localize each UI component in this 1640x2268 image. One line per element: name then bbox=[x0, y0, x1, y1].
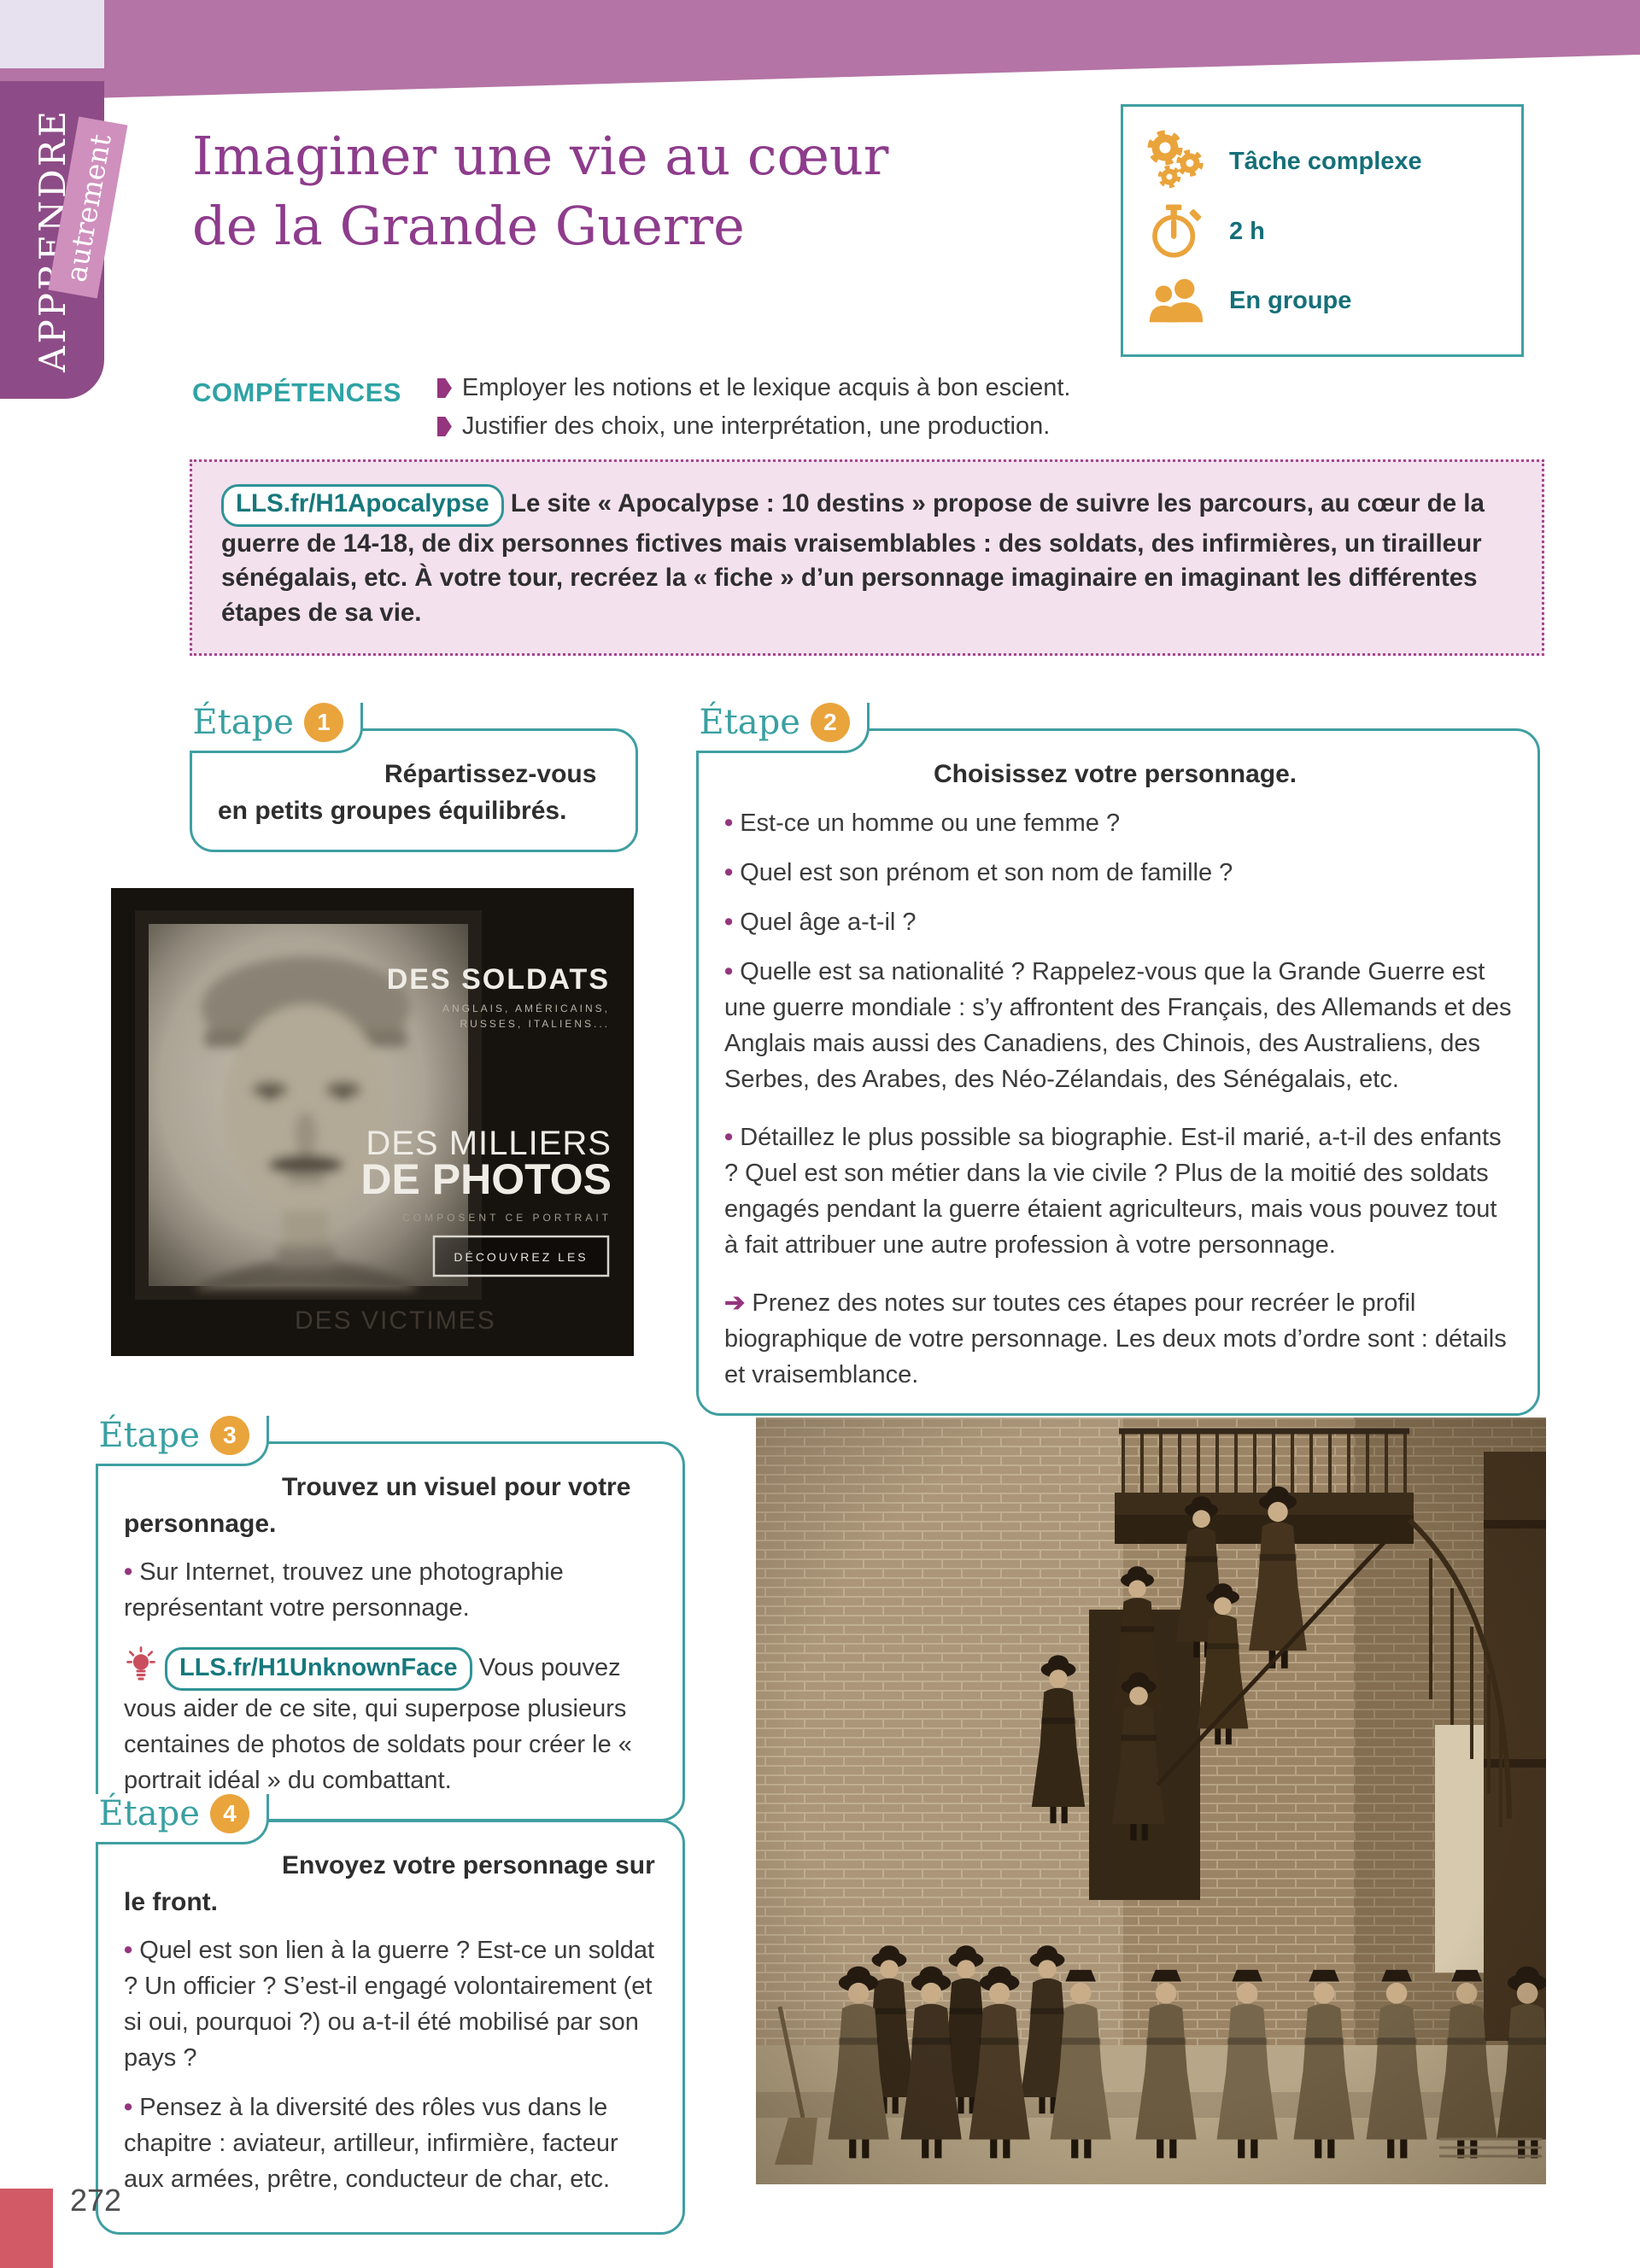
step-4-box bbox=[96, 1794, 685, 2235]
bullet-item: • Détaillez le plus possible sa biographie. Est-il marié, a-t-il des enfants ? Quel est son métier dans la vie civile ? Plus de la moitié des soldats engagés pendant la guerre étaient agriculteurs, mais vous pouvez tout à fait attribuer une autre profession à votre personnage. bbox=[724, 1119, 1512, 1263]
arrow-bullet-icon bbox=[437, 378, 452, 398]
competences-label: COMPÉTENCES bbox=[192, 377, 401, 407]
step-2-note: ➔ Prenez des notes sur toutes ces étapes pour recréer le profil biographique de votre personnage. Les deux mots d’ordre sont : détails et vraisemblance. bbox=[724, 1289, 1507, 1389]
task-type-label: Tâche complexe bbox=[1229, 147, 1422, 175]
step-1-title: Répartissez-vous en petits groupes équilibrés. bbox=[218, 760, 597, 825]
bullet-item: • Quel est son prénom et son nom de famille ? bbox=[724, 855, 1512, 891]
lightbulb-icon bbox=[124, 1646, 158, 1684]
corner-square bbox=[0, 0, 104, 68]
step-3-header: Étape 3 bbox=[96, 1416, 269, 1466]
page-number: 272 bbox=[70, 2183, 122, 2218]
step-number-badge: 4 bbox=[210, 1794, 249, 1833]
competences-list bbox=[437, 374, 1071, 441]
soldier-portrait-poster bbox=[111, 888, 634, 1356]
step-3-title: Trouvez un visuel pour votre personnage. bbox=[124, 1473, 631, 1538]
info-row-mode bbox=[1140, 267, 1504, 334]
poster-nationalities-1: ANGLAIS, AMÉRICAINS, bbox=[442, 1002, 610, 1014]
step-4-header: Étape 4 bbox=[96, 1794, 269, 1844]
info-row-task bbox=[1140, 127, 1504, 196]
sidebar-tag-label: autrement bbox=[58, 131, 118, 284]
competence-item: Employer les notions et le lexique acquis à bon escient. bbox=[437, 374, 1071, 402]
step-3-tip: LLS.fr/H1UnknownFace Vous pouvez vous aider de ce site, qui superpose plusieurs centaines de photos de soldats pour créer le « portrait idéal » du combattant. bbox=[124, 1646, 657, 1798]
arrow-bullet-icon bbox=[437, 417, 452, 436]
step-number-badge: 3 bbox=[210, 1416, 249, 1455]
competence-item: Justifier des choix, une interprétation, une production. bbox=[437, 412, 1071, 441]
bullet-item: • Est-ce un homme ou une femme ? bbox=[724, 805, 1512, 841]
gears-icon bbox=[1140, 127, 1210, 196]
task-info-box bbox=[1121, 104, 1524, 357]
step-2-box bbox=[696, 703, 1540, 1416]
bullet-item: • Quelle est sa nationalité ? Rappelez-vous que la Grande Guerre est une guerre mondiale : s’y affrontent des Français, des Allemands et des Anglais mais aussi des Canadiens, des Chinois, des Australiens, des Serbes, des Arabes, des Néo-Zélandais, des Sénégalais, etc. bbox=[724, 954, 1512, 1097]
intro-box bbox=[190, 459, 1544, 656]
step-3-box bbox=[96, 1416, 685, 1821]
poster-discover-button-label: DÉCOUVREZ LES bbox=[454, 1250, 589, 1264]
intro-text: Le site « Apocalypse : 10 destins » propose de suivre les parcours, au cœur de la guerre de 14-18, de dix personnes fictives mais vraisemblables : des soldats, des infirmières, un tirailleur sénégalais, etc. À votre tour, recréez la « fiche » d’un personnage imaginaire en imaginant les différentes étapes de sa vie. bbox=[221, 489, 1485, 628]
poster-big-line-1: DES MILLIERS bbox=[366, 1125, 612, 1162]
top-band bbox=[0, 0, 1640, 102]
duration-label: 2 h bbox=[1229, 217, 1265, 245]
step-3-bullets bbox=[124, 1554, 657, 1626]
step-1-header: Étape 1 bbox=[190, 703, 363, 753]
poster-footer: DES VICTIMES bbox=[295, 1306, 496, 1335]
step-4-bullets bbox=[124, 1932, 657, 2197]
lls-link-badge[interactable]: LLS.fr/H1UnknownFace bbox=[165, 1647, 472, 1691]
step-number-badge: 2 bbox=[811, 703, 850, 742]
step-1-box bbox=[190, 703, 638, 852]
stopwatch-icon bbox=[1140, 200, 1210, 263]
group-photo bbox=[756, 1418, 1546, 2184]
info-row-duration bbox=[1140, 200, 1504, 263]
footer-color-block bbox=[0, 2189, 53, 2268]
bullet-item: • Quel est son lien à la guerre ? Est-ce un soldat ? Un officier ? S’est-il engagé volontairement (et si oui, pourquoi ?) ou a-t-il été mobilisé par son pays ? bbox=[124, 1932, 657, 2076]
step-2-header: Étape 2 bbox=[696, 703, 870, 753]
step-4-title: Envoyez votre personnage sur le front. bbox=[124, 1851, 655, 1916]
mode-label: En groupe bbox=[1229, 286, 1352, 314]
group-icon bbox=[1140, 267, 1210, 334]
poster-big-line-2: DE PHOTOS bbox=[360, 1155, 612, 1203]
step-2-bullets bbox=[724, 805, 1512, 1264]
poster-caption: COMPOSENT CE PORTRAIT bbox=[402, 1212, 612, 1224]
competences-section bbox=[192, 374, 1070, 441]
sidebar-tab-label: APPRENDRE bbox=[31, 108, 73, 372]
note-arrow-icon: ➔ bbox=[724, 1289, 746, 1318]
page-title: Imaginer une vie au cœur de la Grande Guerre bbox=[192, 125, 889, 257]
lls-link-badge[interactable]: LLS.fr/H1Apocalypse bbox=[221, 484, 504, 527]
step-number-badge: 1 bbox=[304, 703, 343, 742]
step-2-title: Choisissez votre personnage. bbox=[934, 760, 1297, 788]
poster-nationalities-2: RUSSES, ITALIENS... bbox=[460, 1018, 610, 1030]
bullet-item: • Sur Internet, trouvez une photographie représentant votre personnage. bbox=[124, 1554, 657, 1626]
poster-heading: DES SOLDATS bbox=[386, 963, 610, 996]
bullet-item: • Quel âge a-t-il ? bbox=[724, 904, 1512, 940]
bullet-item: • Pensez à la diversité des rôles vus dans le chapitre : aviateur, artilleur, infirmière, facteur aux armées, prêtre, conducteur de char, etc. bbox=[124, 2090, 657, 2197]
